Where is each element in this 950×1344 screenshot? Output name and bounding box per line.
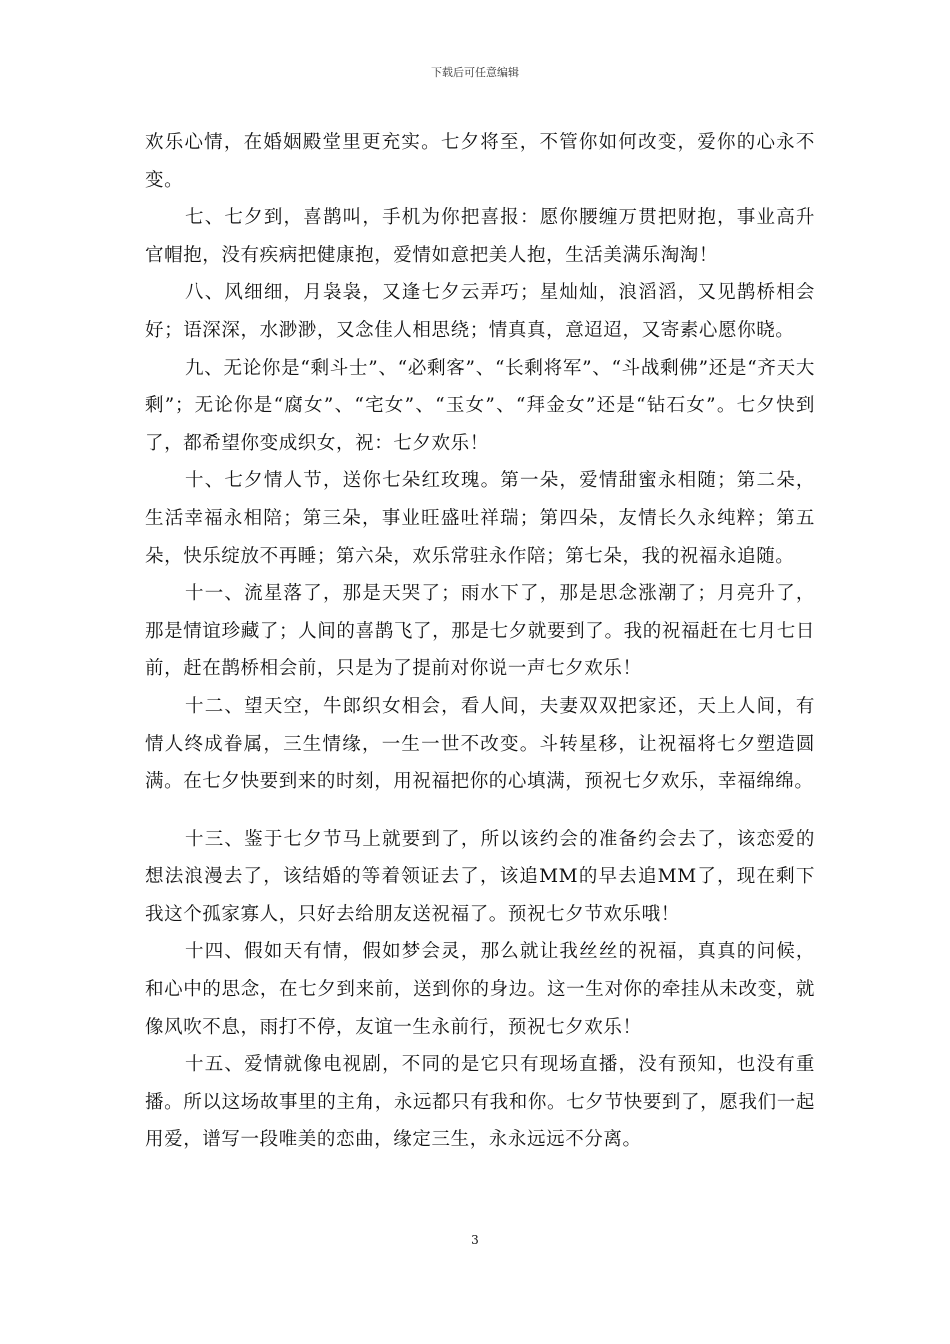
paragraph-spacer [145,801,815,821]
paragraph-12: 十二、望天空，牛郎织女相会，看人间，夫妻双双把家还，天上人间，有情人终成眷属，三生情缘，一生一世不改变。斗转星移，让祝福将七夕塑造圆满。在七夕快要到来的时刻，用祝福把你的心填满，预祝七夕欢乐，幸福绵绵。 [145,695,815,793]
paragraph-10: 十、七夕情人节，送你七朵红玫瑰。第一朵，爱情甜蜜永相随；第二朵，生活幸福永相陪；第三朵，事业旺盛吐祥瑞；第四朵，友情长久永纯粹；第五朵，快乐绽放不再睡；第六朵，欢乐常驻永作陪；第七朵，我的祝福永追随。 [145,470,815,567]
paragraph-continuation: 欢乐心情，在婚姻殿堂里更充实。七夕将至，不管你如何改变，爱你的心永不变。 [145,132,815,191]
page-number: 3 [471,1233,479,1247]
page-header: 下载后可任意编辑 [431,66,519,79]
paragraph-11: 十一、流星落了，那是天哭了；雨水下了，那是思念涨潮了；月亮升了，那是情谊珍藏了；人间的喜鹊飞了，那是七夕就要到了。我的祝福赶在七月七日前，赶在鹊桥相会前，只是为了提前对你说一声七夕欢乐！ [145,583,815,680]
paragraph-9: 九、无论你是“剩斗士”、“必剩客”、“长剩将军”、“斗战剩佛”还是“齐天大剩”；无论你是“腐女”、“宅女”、“玉女”、“拜金女”还是“钻石女”。七夕快到了，都希望你变成织女，祝：七夕欢乐！ [145,357,815,454]
document-body [145,124,815,1159]
paragraph-7: 七、七夕到，喜鹊叫，手机为你把喜报：愿你腰缠万贯把财抱，事业高升官帽抱，没有疾病把健康抱，爱情如意把美人抱，生活美满乐淘淘！ [145,207,815,266]
paragraph-8: 八、风细细，月袅袅，又逢七夕云弄巧；星灿灿，浪滔滔，又见鹊桥相会好；语深深，水渺渺，又念佳人相思绕；情真真，意迢迢，又寄素心愿你晓。 [145,282,815,341]
paragraph-15: 十五、爱情就像电视剧，不同的是它只有现场直播，没有预知，也没有重播。所以这场故事里的主角，永远都只有我和你。七夕节快要到了，愿我们一起用爱，谱写一段唯美的恋曲，缘定三生，永永远远不分离。 [145,1054,815,1151]
paragraph-14: 十四、假如天有情，假如梦会灵，那么就让我丝丝的祝福，真真的问候，和心中的思念，在七夕到来前，送到你的身边。这一生对你的牵挂从未改变，就像风吹不息，雨打不停，友谊一生永前行，预祝七夕欢乐！ [145,941,815,1038]
paragraph-13: 十三、鉴于七夕节马上就要到了，所以该约会的准备约会去了，该恋爱的想法浪漫去了，该结婚的等着领证去了，该追MM的早去追MM了，现在剩下我这个孤家寡人，只好去给朋友送祝福了。预祝七夕节欢乐哦！ [145,828,815,925]
